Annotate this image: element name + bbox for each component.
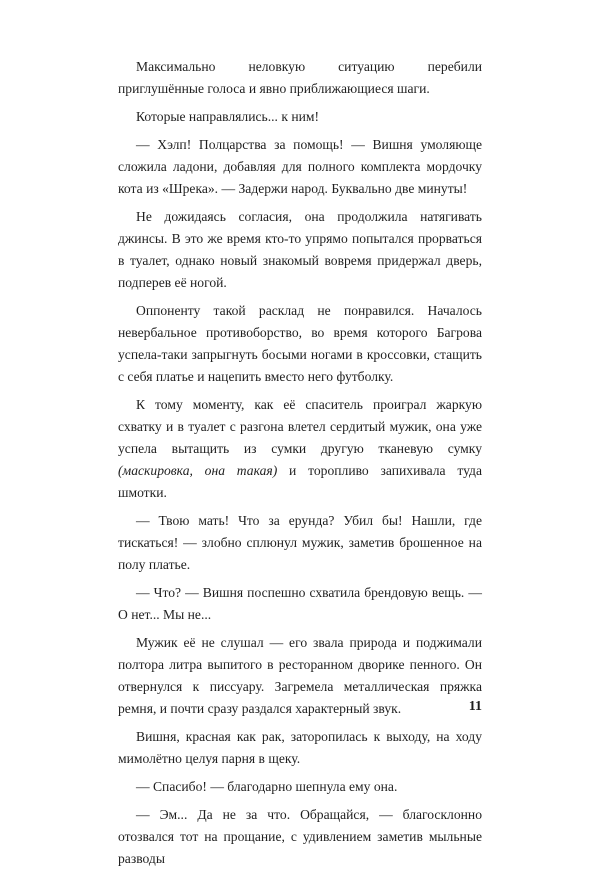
paragraph-7: — Твою мать! Что за ерунда? Убил бы! Нашли, где тискаться! — злобно сплюнул мужик, заметив брошенное на полу платье. xyxy=(118,513,482,572)
book-page-text xyxy=(118,56,482,876)
paragraph-4: Не дожидаясь согласия, она продолжила натягивать джинсы. В это же время кто-то упрямо попытался прорваться в туалет, однако новый знакомый вовремя придержал дверь, подперев её ногой. xyxy=(118,209,482,290)
paragraph-8: — Что? — Вишня поспешно схватила брендовую вещь. — О нет... Мы не... xyxy=(118,585,482,622)
paragraph-6-italic-aside: (маскировка, она такая) xyxy=(118,463,278,478)
paragraph-6-text: К тому моменту, как её спаситель проиграл жаркую схватку и в туалет с разгона влетел сердитый мужик, она уже успела вытащить из сумки другую тканевую сумку xyxy=(118,397,482,456)
paragraph-12: — Эм... Да не за что. Обращайся, — благосклонно отозвался тот на прощание, с удивлением заметив мыльные разводы xyxy=(118,807,482,866)
paragraph-11: — Спасибо! — благодарно шепнула ему она. xyxy=(136,779,398,794)
paragraph-6 xyxy=(118,394,482,504)
paragraph-5: Оппоненту такой расклад не понравился. Началось невербальное противоборство, во время которого Багрова успела-таки запрыгнуть босыми ногами в кроссовки, стащить с себя платье и нацепить вместо него футболку. xyxy=(118,303,482,384)
page-number: 11 xyxy=(468,699,482,714)
paragraph-10: Вишня, красная как рак, заторопилась к выходу, на ходу мимолётно целуя парня в щеку. xyxy=(118,729,482,766)
paragraph-6-tail: и торопливо запихивала туда шмотки. xyxy=(118,463,483,500)
paragraph-1: Максимально неловкую ситуацию перебили приглушённые голоса и явно приближающиеся шаги. xyxy=(118,59,482,96)
paragraph-2: Которые направлялись... к ним! xyxy=(136,109,320,124)
paragraph-9: Мужик её не слушал — его звала природа и поджимали полтора литра выпитого в ресторанном дворике пенного. Он отвернулся к писсуару. Загремела металлическая пряжка ремня, и почти сразу раздался характерный звук. xyxy=(118,635,482,716)
paragraph-3: — Хэлп! Полцарства за помощь! — Вишня умоляюще сложила ладони, добавляя для полного комплекта мордочку кота из «Шрека». — Задержи народ. Буквально две минуты! xyxy=(118,137,482,196)
